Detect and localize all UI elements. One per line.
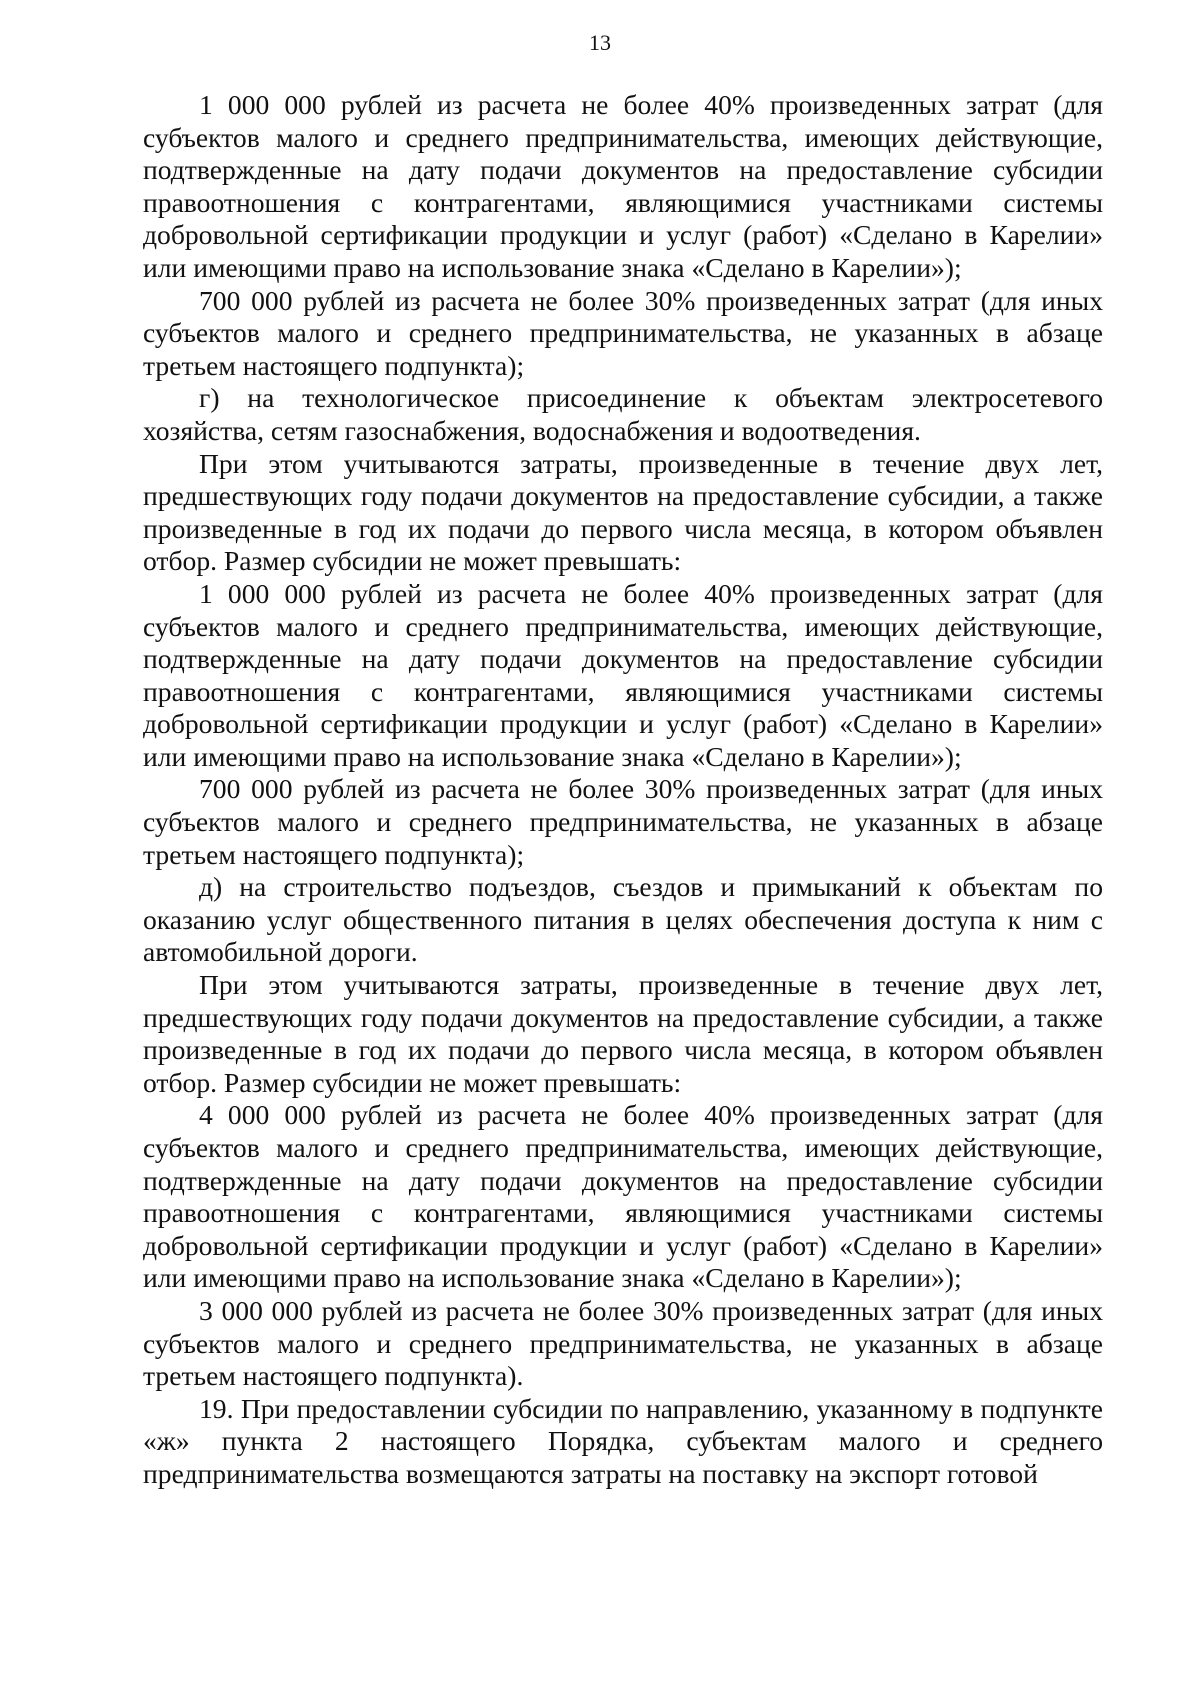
document-body (143, 89, 1103, 1491)
paragraph-cost-period-note: При этом учитываются затраты, произведенные в течение двух лет, предшествующих году подачи документов на предоставление субсидии, а также произведенные в год их подачи до первого числа месяца, в котором объявлен отбор. Размер субсидии не может превышать: (143, 969, 1103, 1098)
paragraph-subsidy-limit-700k-other: 700 000 рублей из расчета не более 30% произведенных затрат (для иных субъектов малого и среднего предпринимательства, не указанных в абзаце третьем настоящего подпункта); (143, 284, 1103, 381)
paragraph-subsidy-limit-3m-other: 3 000 000 рублей из расчета не более 30% произведенных затрат (для иных субъектов малого и среднего предпринимательства, не указанных в абзаце третьем настоящего подпункта). (143, 1294, 1103, 1392)
paragraph-subsidy-limit-1m-certified: 1 000 000 рублей из расчета не более 40% произведенных затрат (для субъектов малого и среднего предпринимательства, имеющих действующие, подтвержденные на дату подачи документов на предоставление субсидии правоотношения с контрагентами, являющимися участниками системы добровольной сертификации продукции и услуг (работ) «Сделано в Карелии» или имеющими право на использование знака «Сделано в Карелии»); (143, 89, 1103, 283)
paragraph-subsidy-limit-4m-certified: 4 000 000 рублей из расчета не более 40% произведенных затрат (для субъектов малого и среднего предпринимательства, имеющих действующие, подтвержденные на дату подачи документов на предоставление субсидии правоотношения с контрагентами, являющимися участниками системы добровольной сертификации продукции и услуг (работ) «Сделано в Карелии» или имеющими право на использование знака «Сделано в Карелии»); (143, 1099, 1103, 1294)
paragraph-subsidy-limit-1m-certified: 1 000 000 рублей из расчета не более 40% произведенных затрат (для субъектов малого и среднего предпринимательства, имеющих действующие, подтвержденные на дату подачи документов на предоставление субсидии правоотношения с контрагентами, являющимися участниками системы добровольной сертификации продукции и услуг (работ) «Сделано в Карелии» или имеющими право на использование знака «Сделано в Карелии»); (143, 577, 1103, 772)
paragraph-subsidy-limit-700k-other: 700 000 рублей из расчета не более 30% произведенных затрат (для иных субъектов малого и среднего предпринимательства, не указанных в абзаце третьем настоящего подпункта); (143, 773, 1103, 870)
paragraph-item-g-grid-connection: г) на технологическое присоединение к объектам электросетевого хозяйства, сетям газоснабжения, водоснабжения и водоотведения. (143, 382, 1103, 446)
paragraph-item-d-road-access: д) на строительство подъездов, съездов и примыканий к объектам по оказанию услуг общественного питания в целях обеспечения доступа к ним с автомобильной дороги. (143, 871, 1103, 968)
paragraph-section-19-export: 19. При предоставлении субсидии по направлению, указанному в подпункте «ж» пункта 2 настоящего Порядка, субъектам малого и среднего предпринимательства возмещаются затраты на поставку на экспорт готовой (143, 1392, 1103, 1489)
page-number: 13 (589, 30, 611, 55)
paragraph-cost-period-note: При этом учитываются затраты, произведенные в течение двух лет, предшествующих году подачи документов на предоставление субсидии, а также произведенные в год их подачи до первого числа месяца, в котором объявлен отбор. Размер субсидии не может превышать: (143, 447, 1103, 577)
